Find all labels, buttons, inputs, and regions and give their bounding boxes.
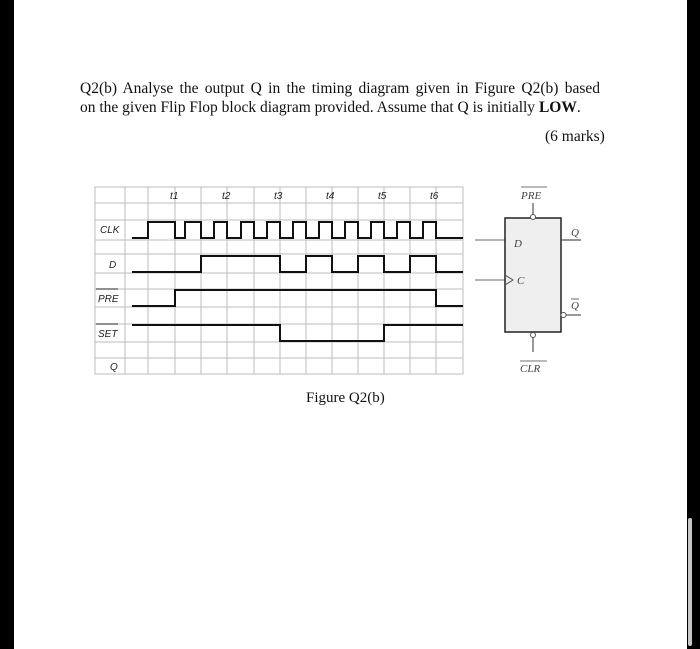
signal-label-clk: CLK bbox=[100, 225, 120, 236]
question-line-2: on the given Flip Flop block diagram provided. Assume that Q is initially LOW. bbox=[80, 99, 581, 116]
timing-grid bbox=[95, 187, 463, 374]
ff-qbar-label: Q bbox=[571, 300, 579, 312]
signal-label-pre: PRE bbox=[98, 294, 119, 305]
d-waveform bbox=[132, 256, 463, 272]
pre-waveform bbox=[132, 290, 463, 306]
ff-q-label: Q bbox=[571, 227, 579, 239]
time-label-t3: t3 bbox=[274, 191, 283, 202]
pre-bubble-icon bbox=[531, 215, 536, 220]
time-label-t2: t2 bbox=[222, 191, 231, 202]
ff-d-label: D bbox=[514, 238, 522, 250]
time-label-t6: t6 bbox=[430, 191, 439, 202]
time-label-t1: t1 bbox=[170, 191, 179, 202]
figure-caption: Figure Q2(b) bbox=[306, 390, 385, 406]
question-line-1: Q2(b) Analyse the output Q in the timing diagram given in Figure Q2(b) based bbox=[80, 80, 600, 97]
signal-label-d: D bbox=[109, 260, 117, 271]
qbar-bubble-icon bbox=[561, 313, 566, 318]
set-waveform bbox=[132, 325, 463, 341]
time-label-t5: t5 bbox=[378, 191, 387, 202]
marks-label: (6 marks) bbox=[545, 128, 605, 145]
signal-label-q: Q bbox=[110, 362, 118, 373]
ff-clr-label: CLR bbox=[520, 363, 541, 375]
clk-waveform bbox=[132, 222, 463, 238]
clr-bubble-icon bbox=[531, 333, 536, 338]
time-label-t4: t4 bbox=[326, 191, 335, 202]
flip-flop-block bbox=[475, 187, 581, 375]
ff-pre-label: PRE bbox=[521, 190, 542, 202]
signal-label-set: SET bbox=[98, 329, 118, 340]
ff-c-label: C bbox=[517, 275, 525, 287]
flip-flop-body bbox=[505, 218, 561, 332]
